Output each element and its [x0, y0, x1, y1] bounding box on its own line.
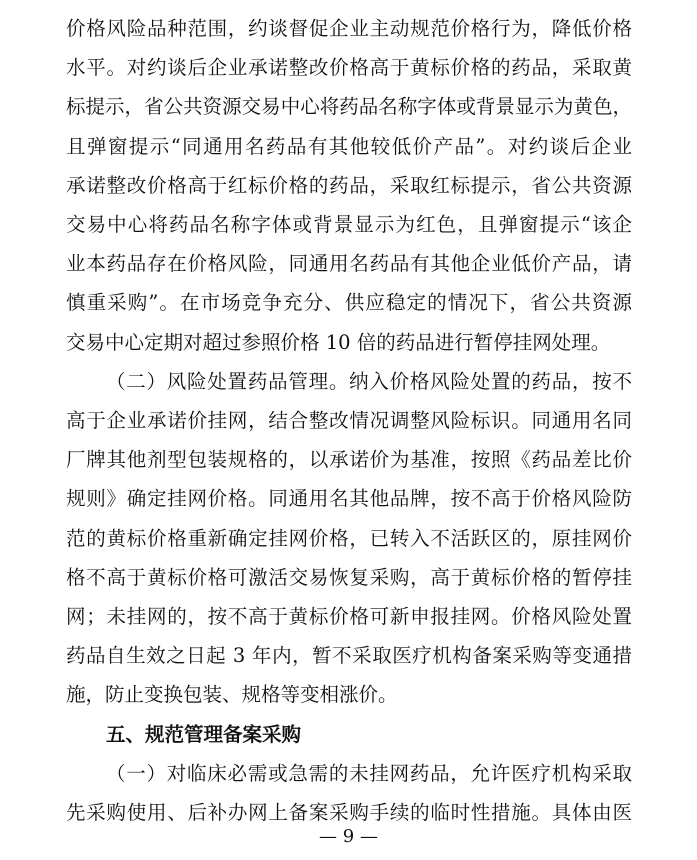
paragraph-line: 规则》确定挂网价格。同通用名其他品牌，按不高于价格风险防 — [66, 487, 632, 511]
paragraph-line: 先采购使用、后补办网上备案采购手续的临时性措施。具体由医 — [66, 801, 632, 824]
paragraph-line: 厂牌其他剂型包装规格的，以承诺价为基准，按照《药品差比价 — [66, 448, 632, 472]
paragraph-line: 高于企业承诺价挂网，结合整改情况调整风险标识。同通用名同 — [66, 409, 632, 432]
paragraph-line: 承诺整改价格高于红标价格的药品，采取红标提示，省公共资源 — [66, 173, 632, 197]
paragraph-line: （一）对临床必需或急需的未挂网药品，允许医疗机构采取 — [106, 761, 632, 785]
section-heading: 五、规范管理备案采购 — [106, 722, 302, 746]
paragraph-line: 价格风险品种范围，约谈督促企业主动规范价格行为，降低价格 — [66, 17, 632, 40]
paragraph-line: 水平。对约谈后企业承诺整改价格高于黄标价格的药品，采取黄 — [66, 56, 632, 80]
paragraph-line: （二）风险处置药品管理。纳入价格风险处置的药品，按不 — [106, 369, 632, 393]
paragraph-line: 交易中心将药品名称字体或背景显示为红色，且弹窗提示“该企 — [66, 213, 632, 236]
paragraph-line: 且弹窗提示“同通用名药品有其他较低价产品”。对约谈后企业 — [66, 134, 632, 158]
paragraph-line: 标提示，省公共资源交易中心将药品名称字体或背景显示为黄色， — [66, 95, 632, 119]
paragraph-line: 网；未挂网的，按不高于黄标价格可新申报挂网。价格风险处置 — [66, 605, 632, 628]
paragraph-line: 药品自生效之日起 3 年内，暂不采取医疗机构备案采购等变通措 — [66, 644, 632, 668]
paragraph-line: 范的黄标价格重新确定挂网价格，已转入不活跃区的，原挂网价 — [66, 526, 632, 550]
page-number: — 9 — — [319, 826, 378, 847]
paragraph-line: 施，防止变换包装、规格等变相涨价。 — [66, 683, 398, 707]
paragraph-line: 业本药品存在价格风险，同通用名药品有其他企业低价产品，请 — [66, 252, 632, 276]
paragraph-line: 交易中心定期对超过参照价格 10 倍的药品进行暂停挂网处理。 — [66, 330, 611, 354]
paragraph-line: 格不高于黄标价格可激活交易恢复采购，高于黄标价格的暂停挂 — [66, 565, 632, 589]
paragraph-line: 慎重采购”。在市场竞争充分、供应稳定的情况下，省公共资源 — [66, 291, 632, 315]
